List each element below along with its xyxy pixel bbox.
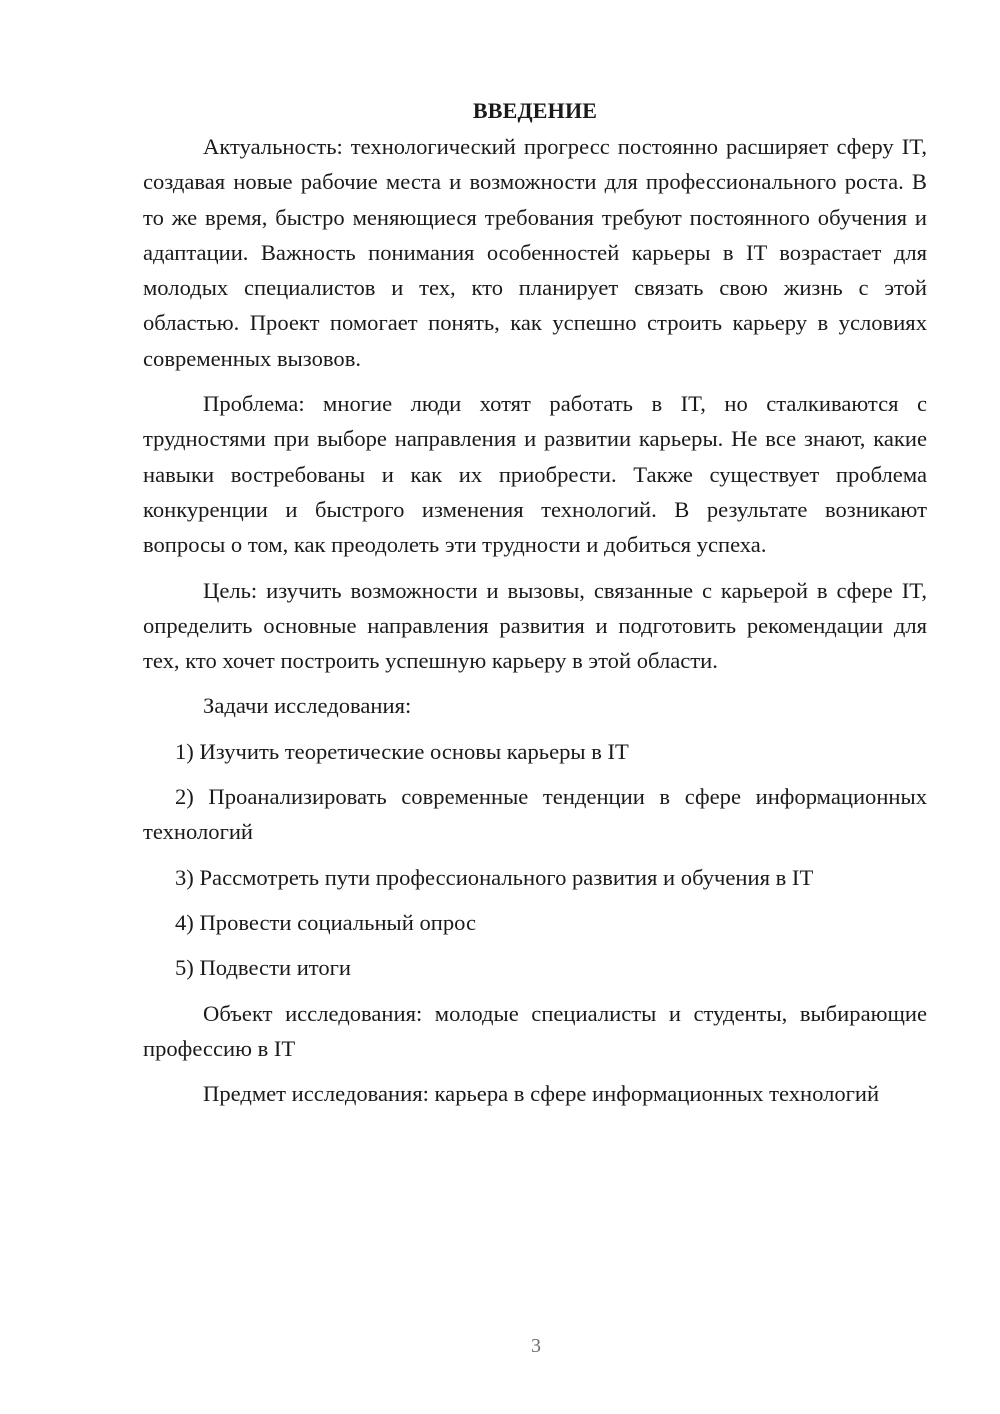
problem-paragraph: Проблема: многие люди хотят работать в IT, но сталкиваются с трудностями при выборе направления и развитии карьеры. Не все знают, какие навыки востребованы и как их приобрести. Также существует проблема конкуренции и быстрого изменения технологий. В результате возникают вопросы о том, как преодолеть эти трудности и добиться успеха. — [143, 391, 927, 558]
task-item-4: 4) Провести социальный опрос — [175, 909, 477, 935]
page-title: ВВЕДЕНИЕ — [472, 98, 598, 123]
relevance-paragraph: Актуальность: технологический прогресс постоянно расширяет сферу IT, создавая новые рабочие места и возможности для профессионального роста. В то же время, быстро меняющиеся требования требуют постоянного обучения и адаптации. Важность понимания особенностей карьеры в IT возрастает для молодых специалистов и тех, кто планирует связать свою жизнь с этой областью. Проект помогает понять, как успешно строить карьеру в условиях современных вызовов. — [143, 134, 927, 371]
page-content — [143, 95, 927, 1121]
research-subject-paragraph: Предмет исследования: карьера в сфере информационных технологий — [203, 1081, 880, 1107]
task-item-5: 5) Подвести итоги — [175, 955, 352, 981]
task-item-2: 2) Проанализировать современные тенденции в сфере информационных технологий — [143, 784, 927, 845]
task-item-1: 1) Изучить теоретические основы карьеры в IT — [175, 738, 629, 764]
task-item-3: 3) Рассмотреть пути профессионального развития и обучения в IT — [175, 864, 814, 890]
page-number: 3 — [531, 1335, 541, 1357]
tasks-heading: Задачи исследования: — [203, 693, 412, 719]
research-object-paragraph: Объект исследования: молодые специалисты и студенты, выбирающие профессию в IT — [143, 1000, 927, 1061]
goal-paragraph: Цель: изучить возможности и вызовы, связанные с карьерой в сфере IT, определить основные направления развития и подготовить рекомендации для тех, кто хочет построить успешную карьеру в этой области. — [143, 577, 927, 674]
